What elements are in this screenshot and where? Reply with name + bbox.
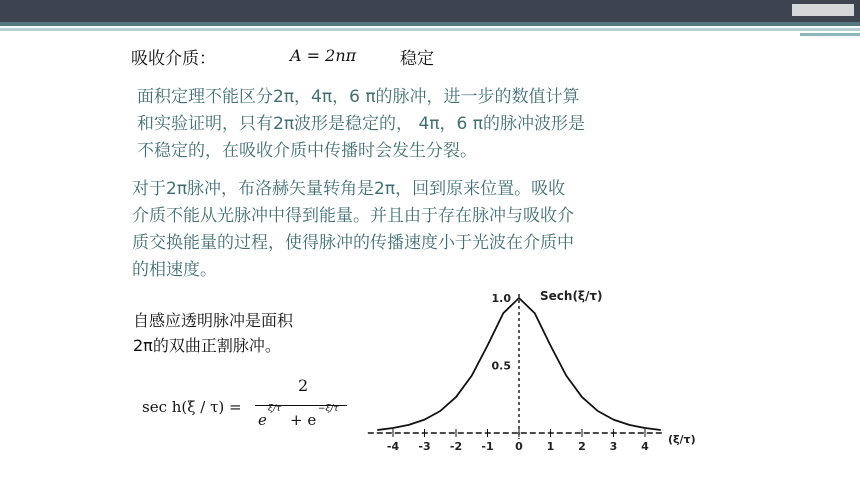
x-tick-label: -4 <box>386 440 400 453</box>
equation-den-b-exp: −ξ/τ <box>318 404 339 414</box>
heading-state: 稳定 <box>400 49 434 69</box>
x-tick-label: -1 <box>481 440 494 453</box>
chart-xlabel: (ξ/τ) <box>668 433 696 446</box>
equation-den-plus: + e <box>290 411 317 429</box>
para2-line-4: 的相速度。 <box>132 260 217 280</box>
y-tick-label: 0.5 <box>491 359 511 373</box>
para1-line-3: 不稳定的，在吸收介质中传播时会发生分裂。 <box>137 141 477 161</box>
y-tick-label: 1.0 <box>491 292 511 305</box>
x-tick-label: 2 <box>578 440 586 453</box>
para1-line-2: 和实验证明，只有2π波形是稳定的， 4π，6 π的脉冲波形是 <box>137 114 585 134</box>
x-tick-label: 4 <box>641 440 649 453</box>
note-line-2: 2π的双曲正割脉冲。 <box>133 336 281 355</box>
chart-title: Sech(ξ/τ) <box>540 289 603 303</box>
para1-line-1: 面积定理不能区分2π，4π，6 π的脉冲，进一步的数值计算 <box>137 87 580 107</box>
heading-formula: A = 2nπ <box>290 46 357 65</box>
equation-den-a: e <box>258 411 267 429</box>
para2-line-2: 介质不能从光脉冲中得到能量。并且由于存在脉冲与吸收介 <box>132 206 574 226</box>
heading-label: 吸收介质： <box>131 49 216 69</box>
x-tick-label: -3 <box>418 440 431 453</box>
note-line-1: 自感应透明脉冲是面积 <box>133 311 294 330</box>
x-tick-label: 1 <box>546 440 555 453</box>
equation-lhs: sec h(ξ / τ) = <box>142 398 242 416</box>
para2-line-3: 质交换能量的过程，使得脉冲的传播速度小于光波在介质中 <box>132 233 574 253</box>
x-tick-label: -2 <box>449 440 463 453</box>
equation-numerator: 2 <box>298 376 309 395</box>
para2-line-1: 对于2π脉冲，布洛赫矢量转角是2π，回到原来位置。吸收 <box>132 179 566 199</box>
x-tick-label: 0 <box>515 440 523 453</box>
equation-den-a-exp: ξ/τ <box>268 404 281 414</box>
x-tick-label: 3 <box>609 440 618 453</box>
